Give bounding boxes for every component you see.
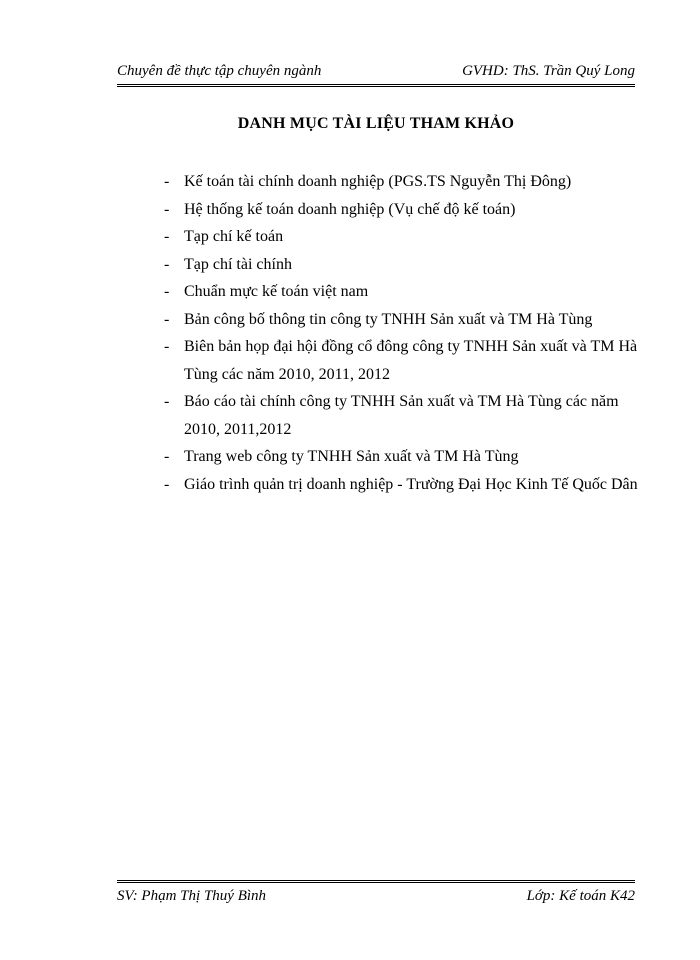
list-item	[164, 251, 644, 279]
reference-text: Tạp chí kế toán	[184, 228, 284, 245]
page-title: DANH MỤC TÀI LIỆU THAM KHẢO	[237, 115, 515, 132]
footer-class: Lớp: Kế toán K42	[526, 888, 635, 904]
list-item	[164, 333, 644, 388]
reference-list	[164, 168, 644, 498]
list-marker: -	[164, 393, 170, 410]
reference-text: Kế toán tài chính doanh nghiệp (PGS.TS Nguyễn Thị Đông)	[184, 173, 572, 190]
list-marker: -	[164, 338, 170, 355]
list-marker: -	[164, 475, 170, 493]
page-header	[117, 62, 635, 87]
reference-text: Trang web công ty TNHH Sản xuất và TM Hà Tùng	[184, 448, 519, 465]
list-marker: -	[164, 200, 170, 218]
header-supervisor: GVHD: ThS. Trần Quý Long	[462, 63, 635, 79]
list-marker: -	[164, 255, 170, 273]
list-marker: -	[164, 448, 170, 465]
list-marker: -	[164, 283, 170, 300]
list-item	[164, 223, 644, 251]
list-marker: -	[164, 173, 170, 190]
reference-text: Hệ thống kế toán doanh nghiệp (Vụ chế độ kế toán)	[184, 200, 516, 218]
reference-text: Giáo trình quản trị doanh nghiệp - Trường Đại Học Kinh Tế Quốc Dân	[184, 475, 638, 493]
reference-text: Bản công bố thông tin công ty TNHH Sản xuất và TM Hà Tùng	[184, 310, 593, 328]
list-item	[164, 306, 644, 334]
reference-text: Chuẩn mực kế toán việt nam	[184, 283, 369, 300]
list-item	[164, 196, 644, 224]
list-item	[164, 388, 644, 443]
list-item	[164, 443, 644, 471]
page-footer	[117, 880, 635, 905]
reference-text: Tạp chí tài chính	[184, 255, 292, 273]
reference-text: Biên bản họp đại hội đồng cổ đông công ty TNHH Sản xuất và TM Hà Tùng các năm 2010, 2011, 2012	[184, 338, 638, 383]
header-topic: Chuyên đề thực tập chuyên ngành	[117, 63, 322, 79]
list-item	[164, 168, 644, 196]
list-marker: -	[164, 310, 170, 328]
footer-student: SV: Phạm Thị Thuý Bình	[117, 888, 267, 904]
list-marker: -	[164, 228, 170, 245]
list-item	[164, 278, 644, 306]
list-item	[164, 471, 644, 499]
reference-text: Báo cáo tài chính công ty TNHH Sản xuất và TM Hà Tùng các năm 2010, 2011,2012	[184, 393, 619, 438]
